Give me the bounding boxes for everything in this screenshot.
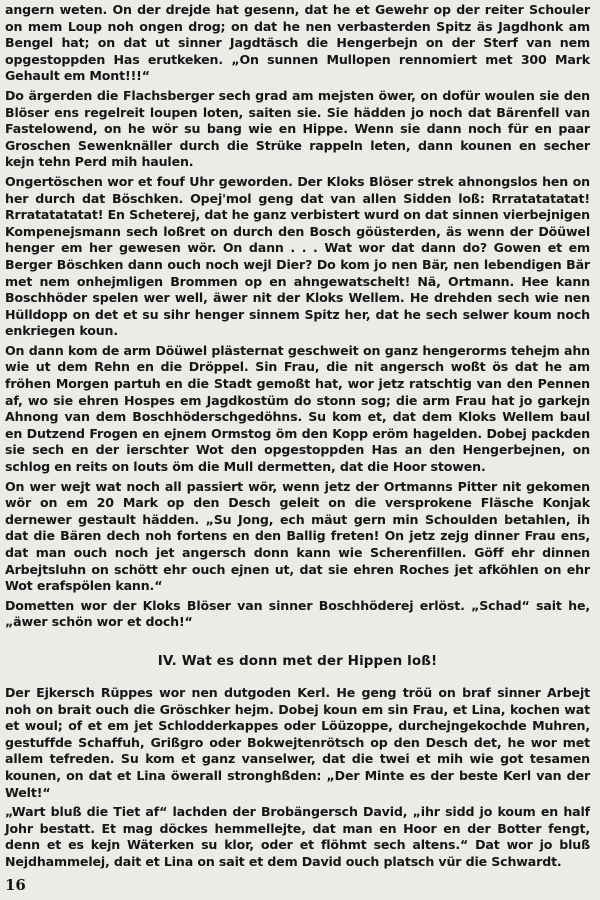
paragraph: Der Ejkersch Rüppes wor nen dutgoden Kerl. He geng tröü on braf sinner Arbejt noh on brait ouch die Gröschker hejm. Dobej koun em sin Frau, et Lina, kochen wat et woul; of et em jet Schlodderkappes oder Löüzoppe, durchejngekochde Muhren, gestuffde Schaffuh, Grißgro oder Bokwejtenrötsch op den Desch det, he wor met allem tefreden. Su kom et ganz vanselwer, dat die twei et mih wie got tesamen kounen, on dat et Lina öwerall stronghßden: „Der Minte es der beste Kerl van der Welt!“ (5, 684, 590, 800)
text-block-bottom (5, 685, 590, 871)
text-block-top (5, 2, 590, 631)
page-number: 16 (5, 876, 26, 894)
paragraph: Dometten wor der Kloks Blöser van sinner Boschhöderej erlöst. „Schad“ sait he, „äwer schön wor et doch!“ (5, 597, 590, 630)
paragraph: Do ärgerden die Flachsberger sech grad am mejsten öwer, on dofür woulen sie den Blöser ens regelreit loupen loten, saiten sie. Sie hädden jo noch dat Bärenfell van Fastelowend, on he wör su bang wie en Hippe. Wenn sie dann noch für en paar Groschen Sewenknäller durch die Strüke rappeln leten, dann kounen en secher kejn tehn Perd mih haulen. (5, 87, 590, 170)
paragraph: „Wart bluß die Tiet af“ lachden der Brobängersch David, „ihr sidd jo koum en half Johr bestatt. Et mag döckes hemmellejte, dat man en Hoor en der Botter fengt, denn et es kejn Wäterken su klor, oder et flöhmt sech altens.“ Dat wor jo bluß Nejdhammelej, dait et Lina on sait et dem David ouch platsch vür die Schwardt. (5, 804, 590, 869)
paragraph: On dann kom de arm Döüwel plästernat geschweit on ganz hengerorms tehejm ahn wie ut dem Rehn en die Dröppel. Sin Frau, die nit angersch woßt ös dat he am fröhen Morgen partuh en die Stadt gemoßt hat, wor jetz ratschtig van den Pennen af, wo sie ehren Hospes em Jagdkostüm do stonn sog; die arm Frau hat jo garkejn Ahnong van dem Boschhöderschgedöhns. Su kom et, dat dem Kloks Wellem baul en Dutzend Frogen en ejnem Ormstog öm den Kopp eröm hagelden. Dobej packden sie sech en der ierschter Wot den opgestoppden Has an den Hengerbejnen, on schlog en reits on louts öm die Mull dermetten, dat die Hoor stowen. (5, 342, 590, 475)
chapter-heading: IV. Wat es donn met der Hippen loß! (157, 652, 438, 669)
paragraph: Ongertöschen wor et fouf Uhr geworden. Der Kloks Blöser strek ahnongslos hen on her durch dat Böschken. Opej'mol geng dat van allen Sidden loß: Rrratatatatat! Rrratatatatat! En Scheterej, dat he ganz verbistert wurd on dat sinnen vierbejnigen Kompenejsmann sech loßret on durch den Bosch göüsterden, äs wenn der Döüwel henger em her gewesen wör. On dann . . . Wat wor dat dann do? Gowen et em Berger Böschken dann ouch noch wejl Dier? Do kom jo nen Bär, nen lebendigen Bär met nem onhejmligen Brommen op en ahngewatschelt! Nä, Ortmann. Hee kann Boschhöder spelen wer well, äwer nit der Kloks Wellem. He drehden sech wie nen Hülldopp on det et su sihr henger sinnem Spitz her, dat he sech selwer koum noch enkriegen koun. (5, 173, 590, 339)
paragraph: On wer wejt wat noch all passiert wör, wenn jetz der Ortmanns Pitter nit gekomen wör on em 20 Mark op den Desch geleit on die versprokene Fläsche Konjak dernewer gestault hädden. „Su Jong, ech mäut gern min Schoulden betahlen, ih dat die Bären dech noh fortens en den Ballig freten! On jetz zejg dinner Frau ens, dat man ouch noch jet angersch donn kann wie Scherenfillen. Göff ehr dinnen Arbejtsluhn on schött ehr ouch ejnen ut, dat sie ehren Roches jet afköhlen on ehr Wot erafspölen kann.“ (5, 478, 590, 594)
paragraph: angern weten. On der drejde hat gesenn, dat he et Gewehr op der reiter Schouler on mem Loup noh ongen drog; on dat he nen verbasterden Spitz äs Jagdhonk am Bengel hat; on dat ut sinner Jagdtäsch die Hengerbejn on der Sterf van nem opgestoppden Has erutkeken. „On sunnen Mullopen rennomiert met 300 Mark Gehault em Mont!!!“ (5, 2, 590, 84)
